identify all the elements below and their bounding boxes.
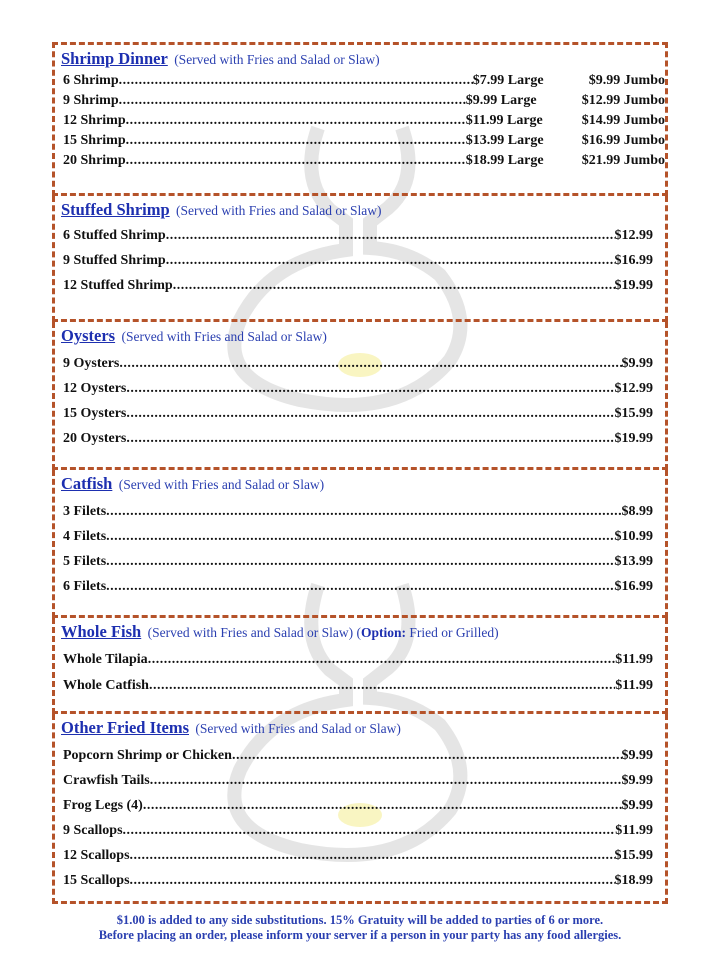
section-shrimp-dinner (52, 42, 668, 196)
menu-item: 12 Stuffed Shrimp ..... $19.99 (55, 278, 665, 303)
section-note: (Served with Fries and Salad or Slaw) (174, 52, 380, 67)
section-title: Stuffed Shrimp (61, 200, 170, 219)
menu-item: 20 Shrimp ..... $18.99 Large $21.99 Jumbo (55, 153, 665, 173)
menu-item: 15 Scallops ..... $18.99 (55, 873, 665, 898)
menu-item: 15 Shrimp ..... $13.99 Large $16.99 Jumbo (55, 133, 665, 153)
section-stuffed-shrimp (52, 196, 668, 322)
menu-item: 6 Shrimp ..... $7.99 Large $9.99 Jumbo (55, 73, 665, 93)
menu-item: 5 Filets ..... $13.99 (55, 554, 665, 579)
section-title: Catfish (61, 474, 113, 493)
menu-item: 15 Oysters ..... $15.99 (55, 406, 665, 431)
menu-item: 20 Oysters ..... $19.99 (55, 431, 665, 456)
section-heading (55, 618, 665, 652)
menu-item: Frog Legs (4) ..... $9.99 (55, 798, 665, 823)
menu-item: 9 Oysters ..... $9.99 (55, 356, 665, 381)
menu-item: Popcorn Shrimp or Chicken ..... $9.99 (55, 748, 665, 773)
menu-item: 12 Scallops ..... $15.99 (55, 848, 665, 873)
section-heading (55, 470, 665, 504)
section-title: Other Fried Items (61, 718, 189, 737)
section-other-fried-items (52, 714, 668, 904)
section-note: (Served with Fries and Salad or Slaw) (176, 203, 382, 218)
menu-item: 9 Stuffed Shrimp ..... $16.99 (55, 253, 665, 278)
menu-item: Crawfish Tails ..... $9.99 (55, 773, 665, 798)
option-text: Fried or Grilled) (405, 625, 499, 640)
option-label: Option: (360, 625, 406, 640)
option-open: ( (356, 625, 361, 640)
section-note: (Served with Fries and Salad or Slaw) (195, 721, 401, 736)
menu-item: 9 Scallops ..... $11.99 (55, 823, 665, 848)
section-note: (Served with Fries and Salad or Slaw) (121, 329, 327, 344)
menu-item: 6 Filets ..... $16.99 (55, 579, 665, 604)
menu-item: Whole Catfish ..... $11.99 (55, 678, 665, 704)
menu-item: 3 Filets ..... $8.99 (55, 504, 665, 529)
menu-item: Whole Tilapia ..... $11.99 (55, 652, 665, 678)
footer-line-allergies: Before placing an order, please inform your server if a person in your party has any food allergies. (98, 928, 622, 942)
menu-item: 4 Filets ..... $10.99 (55, 529, 665, 554)
section-title: Whole Fish (61, 622, 142, 641)
section-heading (55, 714, 665, 748)
section-whole-fish (52, 618, 668, 714)
footer-notice (0, 913, 720, 943)
menu-item: 12 Shrimp ..... $11.99 Large $14.99 Jumbo (55, 113, 665, 133)
menu-item: 6 Stuffed Shrimp ..... $12.99 (55, 228, 665, 253)
menu (52, 42, 668, 904)
menu-item: 12 Oysters ..... $12.99 (55, 381, 665, 406)
section-note: (Served with Fries and Salad or Slaw) (118, 477, 325, 492)
section-title: Oysters (61, 326, 116, 345)
menu-item: 9 Shrimp ..... $9.99 Large $12.99 Jumbo (55, 93, 665, 113)
section-heading (55, 322, 665, 356)
section-heading (55, 45, 665, 73)
section-note: (Served with Fries and Salad or Slaw) (147, 625, 354, 640)
section-heading (55, 196, 665, 228)
footer-line-substitutions: $1.00 is added to any side substitutions. 15% Gratuity will be added to parties of 6 or more. (116, 913, 604, 927)
section-oysters (52, 322, 668, 470)
section-catfish (52, 470, 668, 618)
section-title: Shrimp Dinner (61, 49, 168, 68)
